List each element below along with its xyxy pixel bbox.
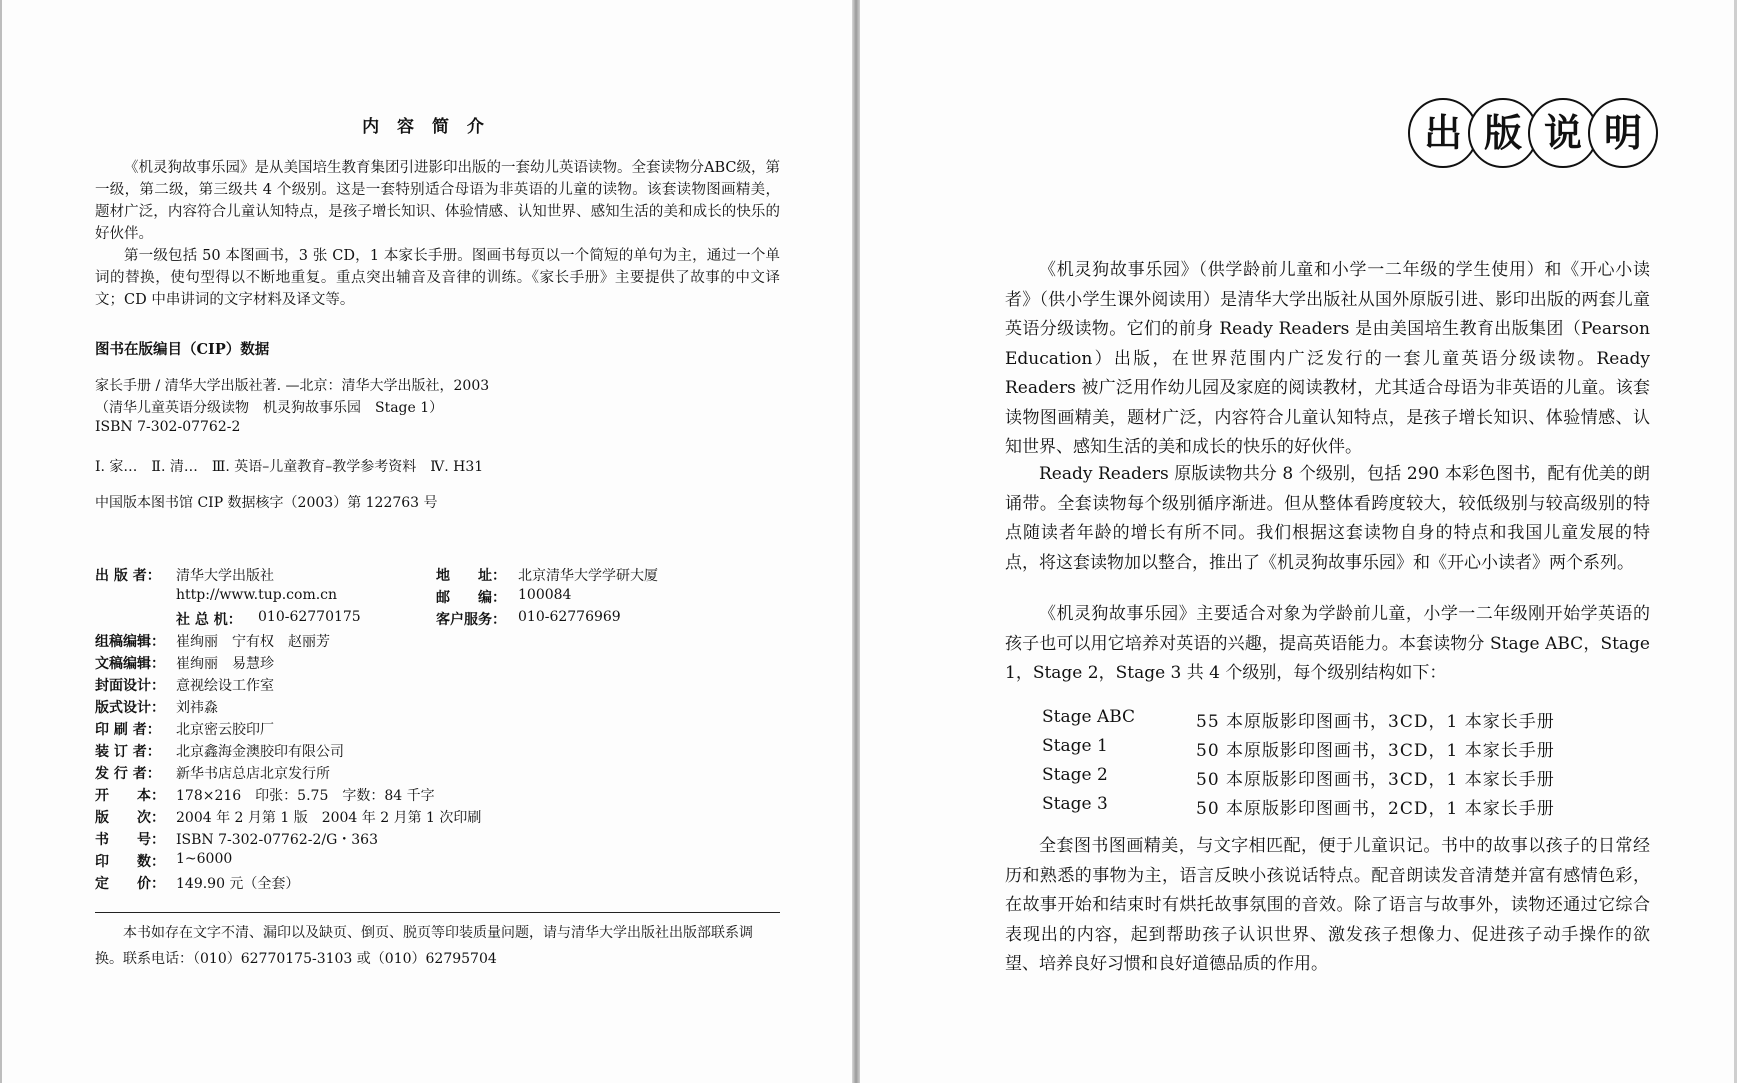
title-char: 明 (1588, 98, 1658, 168)
postcode-label: 邮 编： (436, 590, 506, 606)
publisher-row-label: 文稿编辑： (95, 656, 165, 672)
title-char: 版 (1468, 98, 1538, 168)
stage-name: Stage 3 (1042, 794, 1108, 814)
cip-heading: 图书在版编目（CIP）数据 (95, 341, 270, 358)
stage-name: Stage ABC (1042, 707, 1136, 727)
title-char: 出 (1408, 98, 1478, 168)
publisher-row-value: 2004 年 2 月第 1 版 2004 年 2 月第 1 次印刷 (176, 810, 482, 826)
stage-desc: 50 本原版影印图画书，2CD，1 本家长手册 (1196, 799, 1555, 819)
publisher-label: 出 版 者： (95, 568, 161, 584)
publisher-row-label: 组稿编辑： (95, 634, 165, 650)
title-char: 说 (1528, 98, 1598, 168)
body-paragraph: 《机灵狗故事乐园》（供学龄前儿童和小学一二年级的学生使用）和《开心小读者》（供小学生课外阅读用）是清华大学出版社从国外原版引进、影印出版的两套儿童英语分级读物。它们的前身 Ready Readers 是由美国培生教育出版集团（Pearson Education）出版，在世界范围内广泛发行的一套儿童英语分级读物。Ready Readers 被广泛用作幼儿园及家庭的阅读教材，尤其适合母语为非英语的儿童。该套读物图画精美，题材广泛，内容符合儿童认知特点，是孩子增长知识、体验情感、认知世界、感知生活的美和成长的快乐的好伙伴。 (1005, 260, 1650, 457)
service-value: 010-62776969 (518, 609, 621, 625)
publisher-row-value: 北京鑫海金澳胶印有限公司 (176, 744, 344, 760)
publisher-row-value: 149.90 元（全套） (176, 876, 300, 892)
main-phone-label: 社 总 机： (176, 612, 242, 628)
publisher-row-label: 装 订 者： (95, 744, 161, 760)
publisher-row-value: 刘祎淼 (176, 700, 218, 716)
publisher-value: 清华大学出版社 (176, 568, 274, 584)
publisher-row-value: 崔绚丽 宁有权 赵丽芳 (176, 634, 330, 650)
publisher-row-label: 版 次： (95, 810, 165, 826)
publisher-row-label: 定 价： (95, 876, 165, 892)
publisher-row-value: 意视绘设工作室 (176, 678, 274, 694)
publisher-row-value: 北京密云胶印厂 (176, 722, 274, 738)
publisher-row-label: 版式设计： (95, 700, 165, 716)
address-value: 北京清华大学学研大厦 (518, 568, 658, 584)
stage-desc: 50 本原版影印图画书，3CD，1 本家长手册 (1196, 770, 1555, 790)
publisher-row-label: 发 行 者： (95, 766, 161, 782)
publisher-row-label: 开 本： (95, 788, 165, 804)
cip-line: Ⅰ. 家… Ⅱ. 清… Ⅲ. 英语–儿童教育–教学参考资料 Ⅳ. H31 (95, 459, 484, 475)
publisher-row-label: 印 刷 者： (95, 722, 161, 738)
publisher-row-value: 178×216 印张：5.75 字数：84 千字 (176, 788, 435, 804)
intro-title: 内 容 简 介 (362, 117, 490, 137)
body-paragraph: 全套图书图画精美，与文字相匹配，便于儿童识记。书中的故事以孩子的日常经历和熟悉的事物为主，语言反映小孩说话特点。配音朗读发音清楚并富有感情色彩，在故事开始和结束时有烘托故事氛围的音效。除了语言与故事外，读物还通过它综合表现出的内容，起到帮助孩子认识世界、激发孩子想像力、促进孩子动手操作的欲望、培养良好习惯和良好道德品质的作用。 (1005, 836, 1650, 974)
address-label: 地 址： (436, 568, 506, 584)
publisher-row-label: 印 数： (95, 854, 165, 870)
postcode-value: 100084 (518, 587, 572, 603)
publisher-row-value: ISBN 7-302-07762-2/G・363 (176, 832, 378, 848)
stage-desc: 50 本原版影印图画书，3CD，1 本家长手册 (1196, 741, 1555, 761)
publisher-row-value: 崔绚丽 易慧珍 (176, 656, 274, 672)
publisher-row-value: 新华书店总店北京发行所 (176, 766, 330, 782)
footnote-rule (95, 912, 780, 913)
main-phone-value: 010-62770175 (258, 609, 361, 625)
cip-line: 中国版本图书馆 CIP 数据核字（2003）第 122763 号 (95, 495, 438, 511)
intro-paragraph: 《机灵狗故事乐园》是从美国培生教育集团引进影印出版的一套幼儿英语读物。全套读物分ABC级，第一级，第二级，第三级共 4 个级别。这是一套特别适合母语为非英语的儿童的读物。该套读物图画精美，题材广泛，内容符合儿童认知特点，是孩子增长知识、体验情感、认知世界、感知生活的美和成长的快乐的好伙伴。 (95, 160, 780, 242)
stage-name: Stage 1 (1042, 736, 1108, 756)
body-paragraph: Ready Readers 原版读物共分 8 个级别，包括 290 本彩色图书，配有优美的朗诵带。全套读物每个级别循序渐进。但从整体看跨度较大，较低级别与较高级别的特点随读者年龄的增长有所不同。我们根据这套读物自身的特点和我国儿童发展的特点，将这套读物加以整合，推出了《机灵狗故事乐园》和《开心小读者》两个系列。 (1005, 464, 1650, 573)
book-gutter (852, 0, 860, 1083)
stage-desc: 55 本原版影印图画书，3CD，1 本家长手册 (1196, 712, 1555, 732)
service-label: 客户服务： (436, 612, 506, 628)
publisher-row-value: 1~6000 (176, 851, 233, 867)
footnote: 本书如存在文字不清、漏印以及缺页、倒页、脱页等印装质量问题，请与清华大学出版社出版部联系调换。联系电话：（010）62770175-3103 或（010）62795704 (95, 925, 753, 967)
publisher-row-label: 封面设计： (95, 678, 165, 694)
cip-line: 家长手册 / 清华大学出版社著. —北京：清华大学出版社，2003 (95, 378, 490, 394)
body-paragraph: 《机灵狗故事乐园》主要适合对象为学龄前儿童，小学一二年级刚开始学英语的孩子也可以用它培养对英语的兴趣，提高英语能力。本套读物分 Stage ABC，Stage 1，Stage 2，Stage 3 共 4 个级别，每个级别结构如下： (1005, 604, 1650, 683)
publisher-website: http://www.tup.com.cn (176, 587, 338, 603)
cip-line: ISBN 7-302-07762-2 (95, 419, 241, 435)
stage-name: Stage 2 (1042, 765, 1108, 785)
publisher-row-label: 书 号： (95, 832, 165, 848)
cip-line: （清华儿童英语分级读物 机灵狗故事乐园 Stage 1） (95, 400, 444, 416)
intro-paragraph: 第一级包括 50 本图画书，3 张 CD，1 本家长手册。图画书每页以一个简短的单句为主，通过一个单词的替换，使句型得以不断地重复。重点突出辅音及音律的训练。《家长手册》主要提供了故事的中文译文；CD 中串讲词的文字材料及译文等。 (95, 248, 780, 308)
